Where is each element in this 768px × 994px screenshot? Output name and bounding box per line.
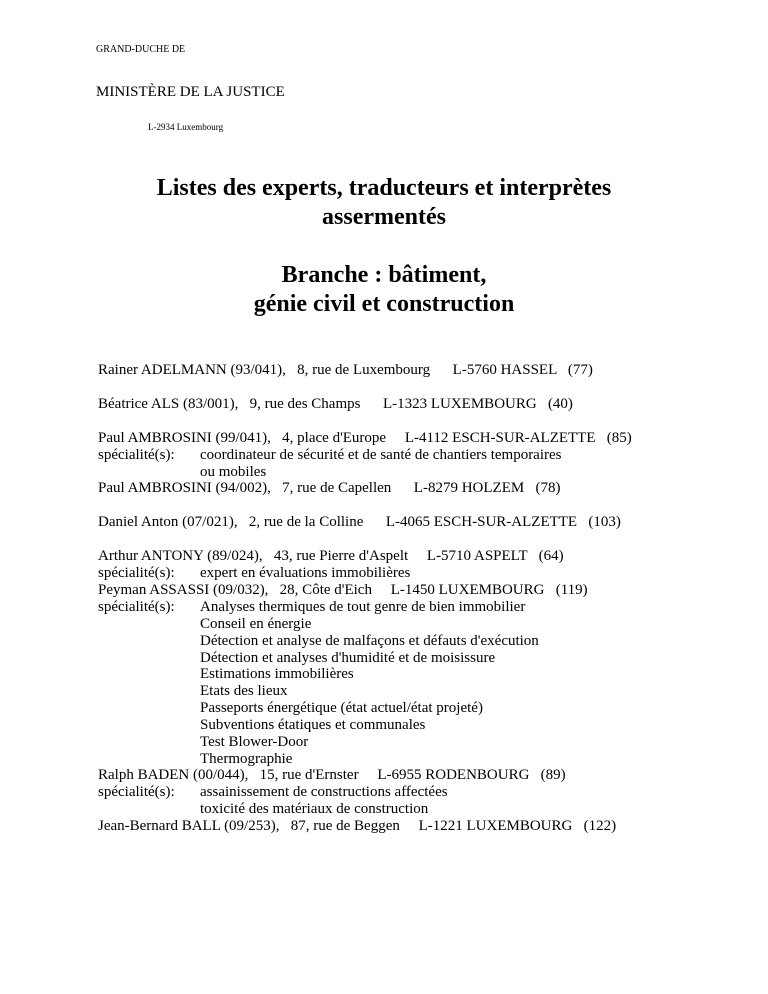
list-line: spécialité(s): [98,599,175,615]
page-title-line-1: Listes des experts, traducteurs et interprètes [156,175,612,201]
list-line: toxicité des matériaux de construction [200,801,429,817]
list-line: Ralph BADEN (00/044), 15, rue d'Ernster L-6955 RODENBOURG (89) [98,767,566,783]
list-line: Test Blower-Door [200,734,309,750]
list-line: Analyses thermiques de tout genre de bien immobilier [200,599,526,615]
list-line: Béatrice ALS (83/001), 9, rue des Champs L-1323 LUXEMBOURG (40) [98,396,573,412]
list-line: Daniel Anton (07/021), 2, rue de la Colline L-4065 ESCH-SUR-ALZETTE (103) [98,514,621,530]
list-line: Estimations immobilières [200,666,354,682]
list-line: Rainer ADELMANN (93/041), 8, rue de Luxembourg L-5760 HASSEL (77) [98,362,593,378]
page-title-line-2: assermentés [322,204,446,230]
list-line: coordinateur de sécurité et de santé de chantiers temporaires [200,447,562,463]
list-line: Détection et analyses d'humidité et de moisissure [200,650,496,666]
list-line: Thermographie [200,751,293,767]
list-line: Etats des lieux [200,683,288,699]
list-line: Jean-Bernard BALL (09/253), 87, rue de Beggen L-1221 LUXEMBOURG (122) [98,818,617,834]
list-line: Détection et analyse de malfaçons et défauts d'exécution [200,633,539,649]
list-line: spécialité(s): [98,447,175,463]
list-line: Paul AMBROSINI (99/041), 4, place d'Europe L-4112 ESCH-SUR-ALZETTE (85) [98,430,632,446]
list-line: assainissement de constructions affectées [200,784,448,800]
list-line: Conseil en énergie [200,616,312,632]
list-line: Peyman ASSASSI (09/032), 28, Côte d'Eich L-1450 LUXEMBOURG (119) [98,582,588,598]
list-line: expert en évaluations immobilières [200,565,411,581]
header-address: L-2934 Luxembourg [148,122,224,132]
list-line: Paul AMBROSINI (94/002), 7, rue de Capellen L-8279 HOLZEM (78) [98,480,561,496]
list-line: Passeports énergétique (état actuel/état projeté) [200,700,483,716]
list-line: spécialité(s): [98,784,175,800]
list-line: Arthur ANTONY (89/024), 43, rue Pierre d'Aspelt L-5710 ASPELT (64) [98,548,564,564]
list-line: spécialité(s): [98,565,175,581]
header-country: GRAND-DUCHE DE [96,44,186,55]
header-ministry: MINISTÈRE DE LA JUSTICE [96,84,285,100]
branch-heading-line-1: Branche : bâtiment, [281,262,487,288]
list-line: ou mobiles [200,464,267,480]
branch-heading-line-2: génie civil et construction [253,291,515,317]
list-line: Subventions étatiques et communales [200,717,426,733]
